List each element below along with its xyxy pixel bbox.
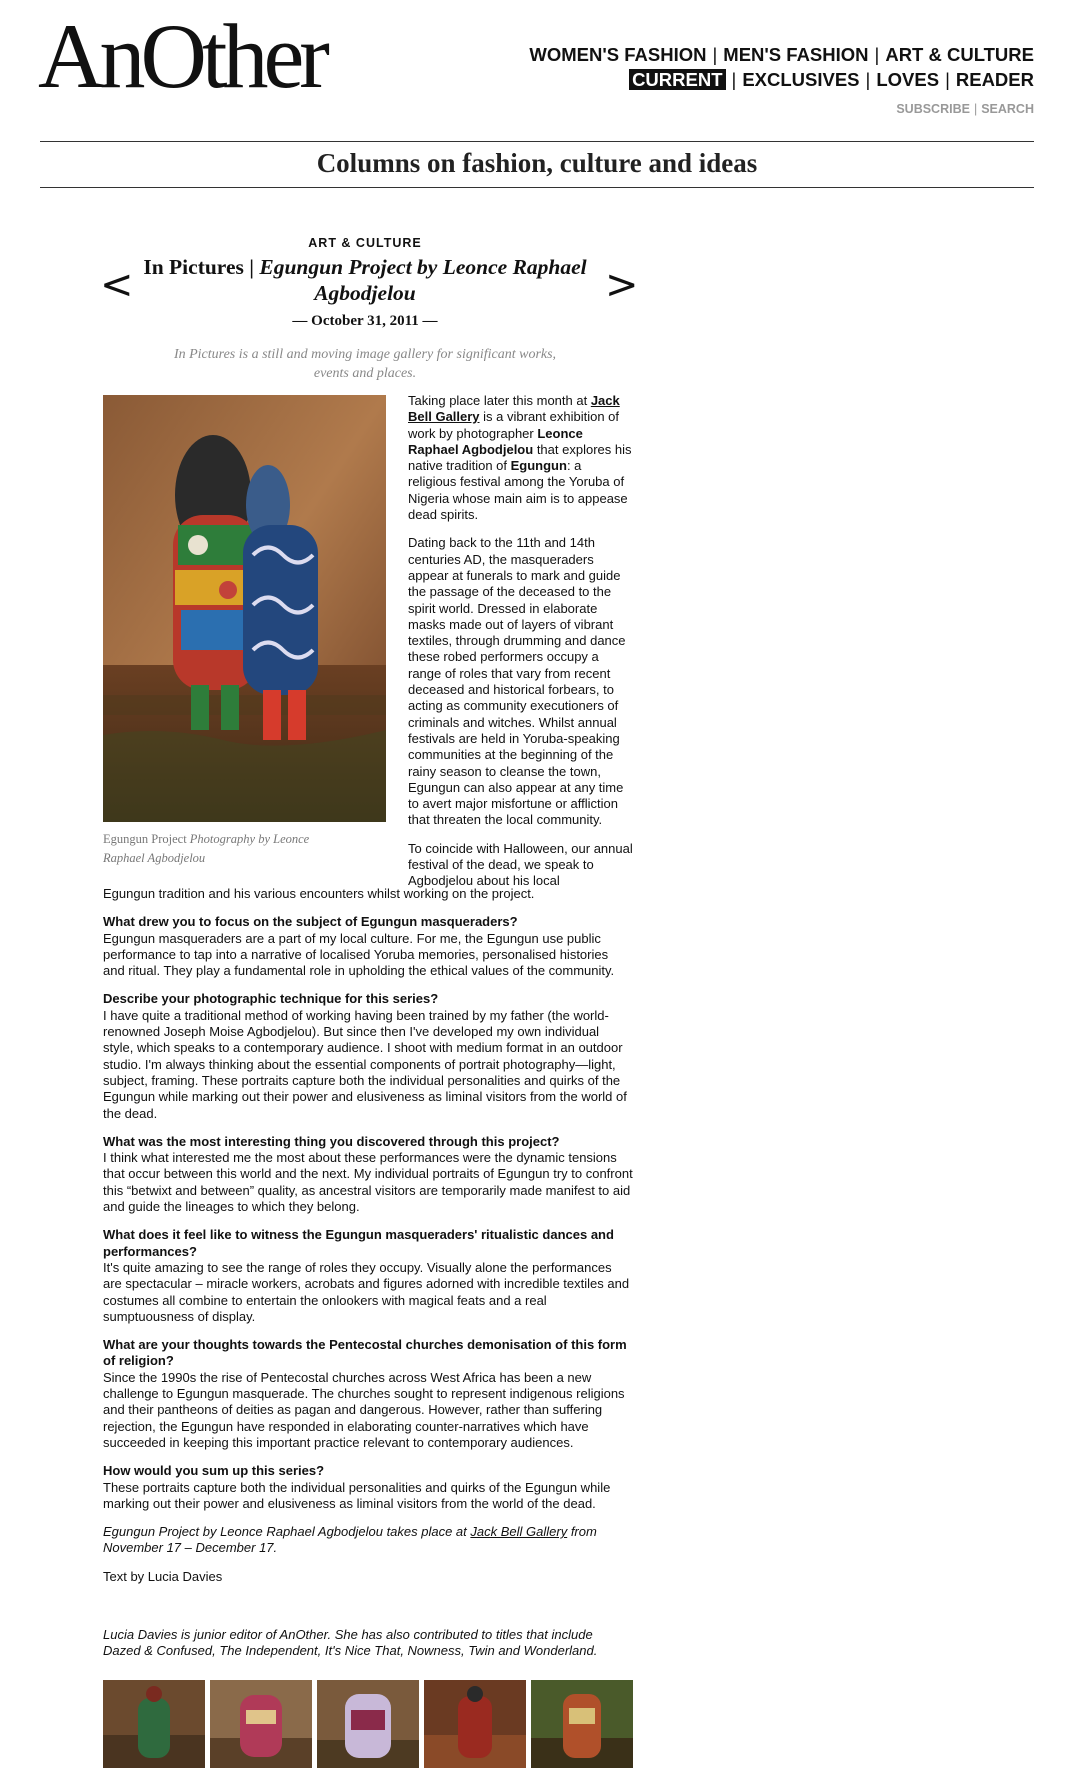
divider: [40, 141, 1034, 142]
nav-current[interactable]: CURRENT: [629, 69, 725, 90]
question: What are your thoughts towards the Pentecostal churches demonisation of this form of religion?: [103, 1337, 627, 1369]
thumbnail-image: [317, 1680, 419, 1768]
nav-loves[interactable]: LOVES: [876, 69, 940, 90]
title-italic: Egungun Project by Leonce Raphael Agbodjelou: [259, 255, 587, 305]
main-nav-secondary: [629, 69, 1034, 91]
qa-item: [103, 1337, 633, 1451]
main-nav-primary: [529, 44, 1034, 66]
site-logo[interactable]: AnOther: [38, 5, 325, 107]
nav-art-culture[interactable]: ART & CULTURE: [885, 44, 1034, 65]
article-intro: In Pictures is a still and moving image gallery for significant works, events and places.: [173, 347, 557, 381]
gallery-thumbnail[interactable]: [531, 1680, 633, 1768]
main-photo[interactable]: [103, 395, 386, 822]
nav-mens-fashion[interactable]: MEN'S FASHION: [723, 44, 869, 65]
text-run: : a religious festival among the Yoruba of Nigeria whose main aim is to appease dead spirits.: [408, 458, 628, 523]
answer: I have quite a traditional method of working having been trained by my father (the world-renowned Joseph Moise Agbodjelou). But since then I've developed my own individual style, which speaks to a contemporary audience. I shoot with medium format in an outdoor studio. I'm always thinking about the essential components of portrait photography—light, subject, framing. These portraits capture both the individual personalities and quirks of the Egungun while marking out their power and elusiveness as liminal visitors from the world of the dead.: [103, 1007, 627, 1121]
photographer-name: Leonce Raphael Agbodjelou: [408, 425, 583, 457]
nav-separator: |: [874, 44, 880, 65]
nav-separator: |: [731, 69, 737, 90]
qa-item: [103, 1134, 633, 1215]
nav-separator: |: [712, 44, 718, 65]
question: How would you sum up this series?: [103, 1463, 325, 1479]
main-photo-image: [103, 395, 386, 822]
nav-separator: |: [973, 102, 978, 116]
thumbnail-image: [531, 1680, 633, 1768]
search-link[interactable]: SEARCH: [981, 102, 1034, 116]
answer: Since the 1990s the rise of Pentecostal churches across West Africa has been a new challenge to Egungun masquerade. The churches sought to represent indigenous religions and their pantheons of deities as pagan and dangerous. However, rather than suffering rejection, the Egungun have responded in elaborating counter-narratives which have succeeded in keeping this important practice relevant to contemporary audiences.: [103, 1369, 625, 1450]
divider: [40, 187, 1034, 188]
qa-item: [103, 1227, 633, 1325]
question: What drew you to focus on the subject of Egungun masqueraders?: [103, 914, 518, 930]
author-bio: Lucia Davies is junior editor of AnOther. She has also contributed to titles that include Dazed & Confused, The Independent, It's Nice That, Nowness, Twin and Wonderland.: [103, 1626, 598, 1659]
photo-caption: [103, 830, 343, 868]
thumbnail-image: [210, 1680, 312, 1768]
paragraph-halloween-end: Egungun tradition and his various encounters whilst working on the project.: [103, 886, 535, 901]
nav-exclusives[interactable]: EXCLUSIVES: [742, 69, 860, 90]
text-run: Egungun Project by Leonce Raphael Agbodjelou takes place at: [103, 1524, 471, 1540]
previous-article-arrow[interactable]: <: [100, 262, 134, 308]
question: What does it feel like to witness the Egungun masqueraders' ritualistic dances and performances?: [103, 1227, 614, 1259]
article-title: [140, 254, 590, 306]
article-body-full-width: [103, 886, 633, 1672]
text-run: Taking place later this month at: [408, 393, 591, 408]
caption-title: Egungun Project: [103, 832, 187, 846]
jack-bell-gallery-link[interactable]: Jack Bell Gallery: [408, 393, 620, 425]
gallery-thumbnails: [103, 1680, 633, 1768]
question: Describe your photographic technique for this series?: [103, 991, 439, 1007]
thumbnail-image: [103, 1680, 205, 1768]
paragraph-halloween-start: To coincide with Halloween, our annual festival of the dead, we speak to Agbodjelou about his local: [408, 840, 633, 889]
answer: These portraits capture both the individual personalities and quirks of the Egungun while marking out their power and elusiveness as liminal visitors from the world of the dead.: [103, 1479, 611, 1511]
text-run: is a vibrant exhibition of work by photographer: [408, 409, 620, 441]
utility-links: [896, 102, 1034, 116]
qa-item: [103, 1463, 633, 1512]
gallery-thumbnail[interactable]: [424, 1680, 526, 1768]
answer: It's quite amazing to see the range of roles they occupy. Visually alone the performances are spectacular – miracle workers, acrobats and figures adorned with incredible textiles and costumes all combine to entertain the onlookers with magical feats and a real sumptuousness of display.: [103, 1259, 630, 1324]
jack-bell-gallery-link[interactable]: Jack Bell Gallery: [470, 1524, 568, 1540]
article-date: — October 31, 2011 —: [292, 313, 438, 329]
caption-credit: Photography by Leonce Raphael Agbodjelou: [103, 832, 310, 865]
section-label: ART & CULTURE: [308, 236, 422, 250]
nav-separator: |: [945, 69, 950, 90]
answer: I think what interested me the most about these performances were the dynamic tensions that occur between this world and the next. My individual portraits of Egungun try to confront this “betwixt and between” quality, as ancestral visitors are temporarily made manifest to aid and guide the lineages to which they belong.: [103, 1150, 633, 1215]
author-credit: Text by Lucia Davies: [103, 1568, 223, 1584]
answer: Egungun masqueraders are a part of my local culture. For me, the Egungun use public performance to tap into a narrative of localised Yoruba memories, personalised histories and ritual. They play a fundamental role in upholding the ethical values of the community.: [103, 930, 615, 979]
nav-womens-fashion[interactable]: WOMEN'S FASHION: [529, 44, 707, 65]
question: What was the most interesting thing you discovered through this project?: [103, 1133, 560, 1149]
qa-item: [103, 991, 633, 1121]
paragraph-intro: [408, 393, 633, 523]
gallery-thumbnail[interactable]: [317, 1680, 419, 1768]
gallery-thumbnail[interactable]: [210, 1680, 312, 1768]
paragraph-history: Dating back to the 11th and 14th centuries AD, the masqueraders appear at funerals to mark and guide the passage of the deceased to the spirit world. Dressed in elaborate masks made out of layers of vibrant textiles, through drumming and dance these robed performers occupy a range of roles that vary from recent deceased and historical forbears, to acting as community executioners of criminals and witches. Whilst annual festivals are held in Yoruba-speaking communities at the beginning of the rainy season to cleanse the town, Egungun can also appear at any time to avert major misfortune or affliction that threaten the local community.: [408, 535, 626, 828]
next-article-arrow[interactable]: >: [605, 262, 639, 308]
text-run: from November 17 – December 17.: [103, 1524, 597, 1556]
thumbnail-image: [424, 1680, 526, 1768]
text-run: that explores his native tradition of: [408, 441, 632, 474]
article-body-right-column: [408, 393, 633, 890]
nav-reader[interactable]: READER: [955, 69, 1034, 90]
title-lead: In Pictures |: [143, 255, 260, 279]
nav-separator: |: [865, 69, 871, 90]
page-tagline: Columns on fashion, culture and ideas: [316, 148, 758, 178]
qa-item: [103, 914, 633, 979]
egungun-term: Egungun: [510, 458, 567, 474]
gallery-thumbnail[interactable]: [103, 1680, 205, 1768]
exhibition-info: [103, 1524, 633, 1557]
subscribe-link[interactable]: SUBSCRIBE: [896, 102, 970, 116]
